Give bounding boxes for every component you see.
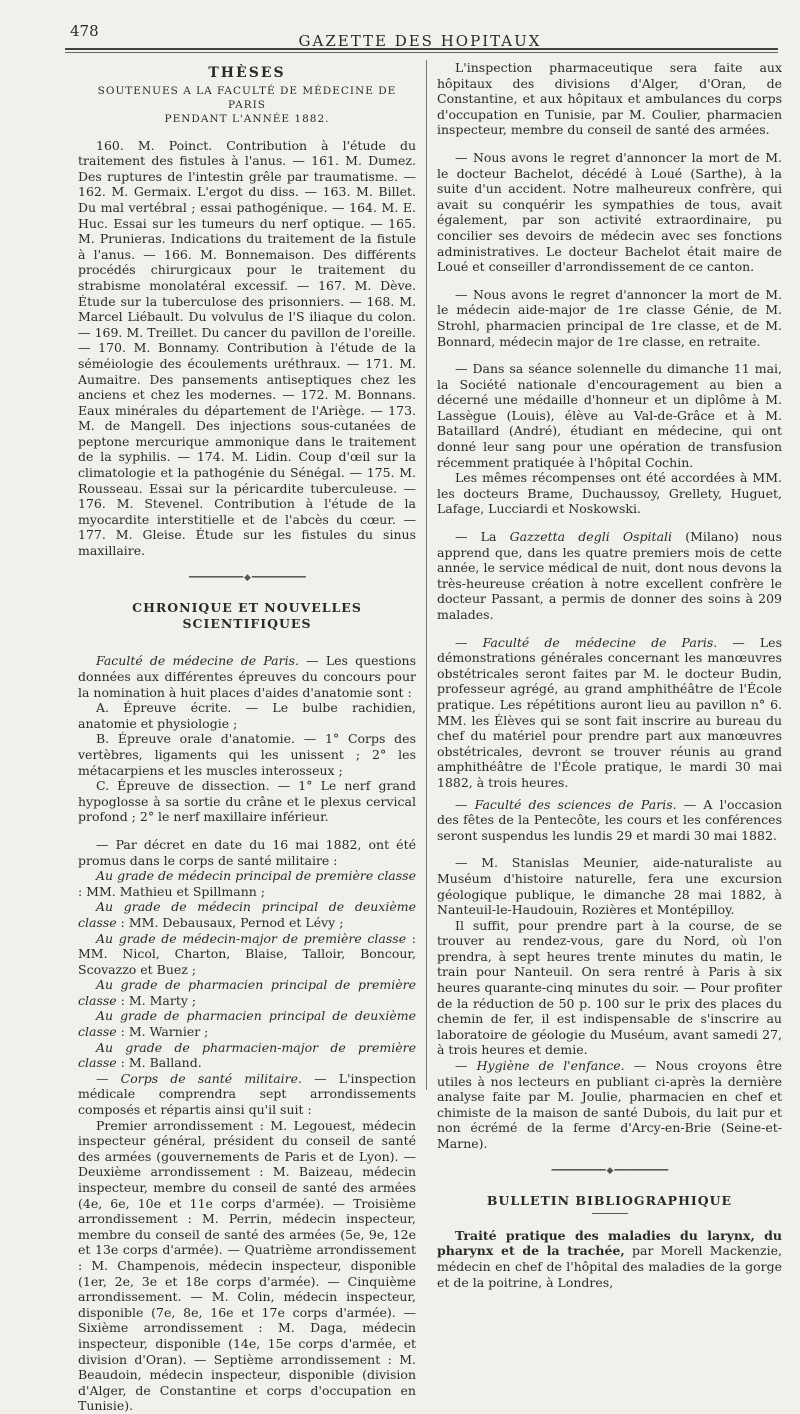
societe-paragraph: — Dans sa séance solennelle du dimanche 11 mai, la Société nationale d'encouragement au bien a décerné une médaille d'honneur et un diplôme à M. Lassègue (Louis), élève au Val-de-Grâce et à M. Bataillard (André), étudiant en médecine, qui ont donné leur sang pour une opération de transfusion récemment pratiquée à l'hôpital Cochin. <box>437 361 782 470</box>
theses-subtitle-line1: SOUTENUES A LA FACULTÉ DE MÉDECINE DE PARIS <box>97 84 397 111</box>
section-ornament: ━━━━━━━━━━━━ ◆ ━━━━━━━━━━━━ <box>189 572 305 583</box>
faculte-label: Faculté de médecine de Paris. <box>96 653 299 669</box>
meunier-paragraph: — M. Stanislas Meunier, aide-naturaliste au Muséum d'histoire naturelle, fera une excursion géologique publique, le dimanche 28 mai 1882, à Nanteuil-le-Haudouin, Rozières et Montépilloy. <box>437 855 782 918</box>
corps-sante-paragraph <box>78 1071 416 1118</box>
corps-sante-label: — Corps de santé militaire. <box>96 1070 302 1086</box>
promotion-5-names: : M. Warnier ; <box>116 1024 209 1040</box>
course-paragraph: Il suffit, pour prendre part à la course, de se trouver au rendez-vous, gare du Nord, où l'on prendra, à sept heures trente minutes du matin, le train pour Nanteuil. On sera rentré à Paris à six heures quarante-cinq minutes du soir. — Pour profiter de la réduction de 50 p. 100 sur le prix des places du chemin de fer, il est indispensable de s'inscrire au laboratoire de géologie du Muséum, avant samedi 27, à trois heures et demie. <box>437 917 782 1058</box>
promotion-3-label: Au grade de médecin-major de première classe <box>96 930 407 946</box>
gazzetta-paragraph <box>437 529 782 623</box>
sciences-text: — A l'occasion des fêtes de la Pentecôte, les cours et les conférences seront suspendus les lundis 29 et mardi 30 mai 1882. <box>437 796 782 843</box>
hygiene-label: — Hygiène de l'enfance. <box>455 1058 625 1074</box>
bulletin-title: BULLETIN BIBLIOGRAPHIQUE <box>486 1193 733 1209</box>
promotion-6-label: Au grade de pharmacien-major de première classe <box>78 1039 416 1071</box>
spacer <box>437 517 782 529</box>
faculte-paragraph <box>78 653 416 700</box>
pharma-inspection-paragraph: L'inspection pharmaceutique sera faite aux hôpitaux des divisions d'Alger, d'Oran, de Constantine, et aux hôpitaux et ambulances du corps d'occupation en Tunisie, par M. Coulier, pharmacien inspecteur, membre du conseil de santé des armées. <box>437 60 782 138</box>
promotion-5-label: Au grade de pharmacien principal de deuxième classe <box>78 1008 416 1040</box>
theses-list: 160. M. Poinct. Contribution à l'étude du traitement des fistules à l'anus. — 161. M. Dumez. Des ruptures de l'intestin grêle par traumatisme. — 162. M. Germaix. L'ergot du diss. — 163. M. Billet. Du mal vertébral ; essai pathogénique. — 164. M. E. Huc. Essai sur les tumeurs du nerf optique. — 165. M. Prunieras. Indications du traitement de la fistule à l'anus. — 166. M. Bonnemaison. Des différents procédés chirurgicaux pour le traitement du strabisme monolatéral excessif. — 167. M. Dève. Étude sur la tuberculose des prisonniers. — 168. M. Marcel Liébault. Du volvulus de l'S iliaque du colon. — 169. M. Treillet. Du cancer du pavillon de l'oreille. — 170. M. Bonnamy. Contribution à l'étude de la séméiologie des écoulements uréthraux. — 171. M. Aumaitre. Des pansements antiseptiques chez les anciens et chez les modernes. — 172. M. Bonnans. Eaux minérales du département de l'Ariège. — 173. M. de Mangell. Des injections sous-cutanées de peptone mercurique ammonique dans le traitement de la syphilis. — 174. M. Lidin. Coup d'œil sur la climatologie et la pathogénie du Sénégal. — 175. M. Rousseau. Essai sur la péricardite tuberculeuse. — 176. M. Stevenel. Contribution à l'étude de la myocardite interstitielle et de l'abcès du cœur. — 177. M. Gleise. Étude sur les fistules du sinus maxillaire. <box>78 137 416 559</box>
arrondissements-paragraph: Premier arrondissement : M. Legouest, médecin inspecteur général, président du conseil de santé des armées (gouvernements de Paris et de Lyon). — Deuxième arrondissement : M. Baizeau, médecin inspecteur, membre du conseil de santé des armées (4e, 6e, 10e et 11e corps d'armée). — Troisième arrondissement : M. Perrin, médecin inspecteur, membre du conseil de santé des armées (5e, 9e, 12e et 13e corps d'armée). — Quatrième arrondissement : M. Champenois, médecin inspecteur, disponible (1er, 2e, 3e et 18e corps d'armée). — Cinquième arrondissement. — M. Colin, médecin inspecteur, disponible (7e, 8e, 16e et 17e corps d'armée). — Sixième arrondissement : M. Daga, médecin inspecteur, disponible (14e, 15e corps d'armée, et division d'Oran). — Septième arrondissement : M. Beaudoin, médecin inspecteur, disponible (division d'Alger, de Constantine et corps d'occupation en Tunisie). <box>78 1117 416 1414</box>
promotion-2 <box>78 899 416 930</box>
promotion-3 <box>78 931 416 978</box>
hygiene-paragraph <box>437 1058 782 1152</box>
theses-subtitle <box>78 84 416 126</box>
right-column <box>437 60 782 1290</box>
promotion-1 <box>78 868 416 899</box>
spacer <box>437 349 782 361</box>
promotion-4-label: Au grade de pharmacien principal de première classe <box>78 977 416 1008</box>
epreuve-a: A. Épreuve écrite. — Le bulbe rachidien, anatomie et physiologie ; <box>78 700 416 731</box>
promotion-6-names: : M. Balland. <box>116 1055 202 1071</box>
bulletin-entry <box>437 1228 782 1290</box>
epreuve-c: C. Épreuve de dissection. — 1° Le nerf grand hypoglosse à sa sortie du crâne et le plexus cervical profond ; 2° le nerf maxillaire inférieur. <box>78 778 416 825</box>
bachelot-paragraph: — Nous avons le regret d'annoncer la mort de M. le docteur Bachelot, décédé à Loué (Sarthe), à la suite d'un accident. Notre malheureux confrère, qui avait su conquérir les sympathies de tous, avait également, par son activité extraordinaire, pu concilier ses devoirs de médecin avec ses fonctions administratives. Le docteur Bachelot était maire de Loué et conseiller d'arrondissement de ce canton. <box>437 149 782 275</box>
promotion-3-names: : MM. Nicol, Charton, Blaise, Talloir, Boncour, Scovazzo et Buez ; <box>78 930 417 977</box>
theses-title: THÈSES <box>208 65 286 81</box>
promotion-1-label: Au grade de médecin principal de première classe <box>96 868 416 884</box>
gazzetta-pre: — La <box>455 529 510 545</box>
bulletin-entry-title: Traité pratique des maladies du larynx, du pharynx et de la trachée, <box>437 1227 782 1259</box>
hygiene-text: — Nous croyons être utiles à nos lecteurs en publiant ci-après la dernière analyse faite par M. Joulie, pharmacien en chef et chimiste de la maison de santé Dubois, du lait pur et non écrémé de la ferme d'Arcy-en-Brie (Seine-et-Marne). <box>437 1058 782 1151</box>
header-rule-thin <box>65 52 778 53</box>
bulletin-rule <box>592 1213 628 1214</box>
running-title: GAZETTE DES HOPITAUX <box>298 32 542 50</box>
spacer <box>437 275 782 287</box>
promotion-6 <box>78 1040 416 1071</box>
promotion-4 <box>78 977 416 1008</box>
faculte-text: — Les questions données aux différentes épreuves du concours pour la nomination à huit places d'aides d'anatomie sont : <box>78 653 416 700</box>
strohl-paragraph: — Nous avons le regret d'annoncer la mort de M. le médecin aide-major de 1re classe Génie, de M. Strohl, pharmacien principal de 1re classe, et de M. Bonnard, médecin major de 1re classe, en retraite. <box>437 286 782 349</box>
page-number: 478 <box>70 22 99 40</box>
corps-sante-text: — L'inspection médicale comprendra sept arrondissements composés et répartis ainsi qu'il suit : <box>78 1070 416 1118</box>
promotion-5 <box>78 1008 416 1039</box>
decret-intro: — Par décret en date du 16 mai 1882, ont été promus dans le corps de santé militaire : <box>78 836 416 868</box>
promotion-4-names: : M. Marty ; <box>116 992 197 1008</box>
spacer <box>437 623 782 635</box>
promotion-2-label: Au grade de médecin principal de deuxième classe <box>78 899 416 930</box>
spacer <box>78 825 416 837</box>
left-column <box>78 60 416 1414</box>
sciences-paragraph <box>437 797 782 844</box>
chronique-title: CHRONIQUE ET NOUVELLES SCIENTIFIQUES <box>132 600 362 631</box>
header-rule <box>65 48 778 50</box>
theses-subtitle-line2: PENDANT L'ANNÉE 1882. <box>164 112 330 125</box>
promotion-1-names: : MM. Mathieu et Spillmann ; <box>78 883 266 899</box>
bulletin-entry-text: par Morell Mackenzie, médecin en chef de l'hôpital des maladies de la gorge et de la poitrine, à Londres, <box>437 1243 782 1290</box>
demonstrations-label: — Faculté de médecine de Paris. <box>455 634 718 650</box>
recompenses-paragraph: Les mêmes récompenses ont été accordées à MM. les docteurs Brame, Duchaussoy, Grellety, Huguet, Lafage, Lucciardi et Noskowski. <box>437 470 782 517</box>
section-ornament: ━━━━━━━━━━━━ ◆ ━━━━━━━━━━━━ <box>551 1165 668 1176</box>
demonstrations-text: — Les démonstrations générales concernant les manœuvres obstétricales seront faites par M. le docteur Budin, professeur agrégé, au grand amphithéâtre de l'École pratique. Les répétitions auront lieu au pavillon n° 6. MM. les Élèves qui se sont fait inscrire au bureau du chef du matériel pour prendre part aux manœuvres obstétricales, devront se trouver réunis au grand amphithéâtre de l'École pratique, le mardi 30 mai 1882, à trois heures. <box>437 634 782 790</box>
epreuve-b: B. Épreuve orale d'anatomie. — 1° Corps des vertèbres, ligaments qui les unissent ; 2° les métacarpiens et les muscles interosseux ; <box>78 731 416 778</box>
promotion-2-names: : MM. Debausaux, Pernod et Lévy ; <box>116 914 344 930</box>
sciences-label: — Faculté des sciences de Paris. <box>455 796 677 812</box>
column-divider <box>426 60 427 1090</box>
spacer <box>437 138 782 150</box>
demonstrations-paragraph <box>437 635 782 791</box>
spacer <box>437 843 782 855</box>
gazzetta-title: Gazzetta degli Ospitali <box>509 529 673 545</box>
gazzetta-post: (Milano) nous apprend que, dans les quatre premiers mois de cette année, le service médical de nuit, dont nous devons la très-heureuse création à notre excellent confrère le docteur Passant, a permis de donner des soins à 209 malades. <box>437 529 783 622</box>
